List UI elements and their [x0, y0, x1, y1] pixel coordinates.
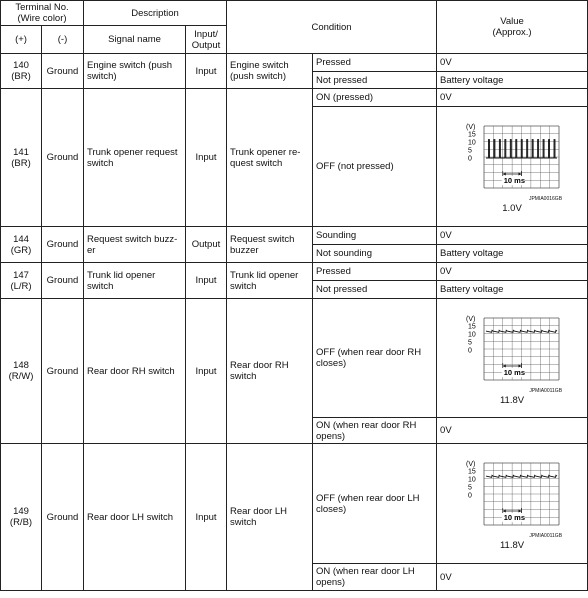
- input-output-header: Input/ Output: [186, 26, 227, 54]
- condition-group-cell: Trunk opener re- quest switch: [227, 89, 313, 227]
- signal-name-cell: Rear door LH switch: [84, 444, 186, 591]
- value-cell: 0V: [437, 54, 588, 72]
- value-cell: 0V: [437, 89, 588, 107]
- ground-cell: Ground: [42, 54, 84, 89]
- tick-label: 5: [468, 484, 472, 492]
- time-label: 10 ms: [503, 176, 526, 185]
- condition-cell: Pressed: [313, 54, 437, 72]
- tick-label: 10: [468, 139, 476, 147]
- io-cell: Input: [186, 89, 227, 227]
- tick-label: 15: [468, 131, 476, 139]
- condition-group-cell: Engine switch (push switch): [227, 54, 313, 89]
- oscilloscope-chart: [462, 310, 562, 388]
- condition-cell: Pressed: [313, 263, 437, 281]
- condition-cell: ON (when rear door RH opens): [313, 418, 437, 444]
- waveform-trace: [486, 140, 557, 158]
- io-cell: Output: [186, 227, 227, 263]
- condition-header: Condition: [227, 1, 437, 54]
- io-cell: Input: [186, 444, 227, 591]
- waveform: [462, 310, 562, 407]
- waveform-cell: [437, 107, 588, 227]
- signal-name-cell: Engine switch (push switch): [84, 54, 186, 89]
- table-row: [1, 89, 588, 107]
- condition-cell: OFF (when rear door LH closes): [313, 444, 437, 564]
- terminal-cell: 147 (L/R): [1, 263, 42, 299]
- terminal-cell: 144 (GR): [1, 227, 42, 263]
- time-label: 10 ms: [503, 367, 526, 377]
- table-row: [1, 54, 588, 72]
- axis-unit: (V): [466, 315, 476, 323]
- figure-code: JPMIA0011GB: [529, 387, 563, 394]
- waveform: [462, 455, 562, 552]
- axis-unit: (V): [466, 461, 476, 468]
- value-cell: Battery voltage: [437, 72, 588, 89]
- oscilloscope-chart: [462, 455, 562, 533]
- value-cell: 0V: [437, 263, 588, 281]
- condition-cell: Not pressed: [313, 281, 437, 299]
- value-cell: 0V: [437, 418, 588, 444]
- table-row: [1, 299, 588, 418]
- ground-cell: Ground: [42, 227, 84, 263]
- figure-code: JPMIA0016GB: [528, 196, 563, 202]
- terminal-cell: 148 (R/W): [1, 299, 42, 444]
- signal-name-cell: Trunk opener request switch: [84, 89, 186, 227]
- condition-cell: OFF (when rear door RH closes): [313, 299, 437, 418]
- table-row: [1, 263, 588, 281]
- tick-label: 10: [468, 331, 476, 338]
- terminal-cell: 141 (BR): [1, 89, 42, 227]
- table-row: [1, 227, 588, 245]
- description-header: Description: [84, 1, 227, 26]
- signal-name-header: Signal name: [84, 26, 186, 54]
- plus-header: (+): [1, 26, 42, 54]
- value-cell: 0V: [437, 227, 588, 245]
- tick-label: 0: [468, 347, 472, 354]
- waveform-cell: [437, 299, 588, 418]
- ground-cell: Ground: [42, 89, 84, 227]
- tick-label: 0: [468, 155, 472, 163]
- signal-name-cell: Request switch buzz- er: [84, 227, 186, 263]
- ground-cell: Ground: [42, 444, 84, 591]
- value-header: Value (Approx.): [437, 1, 588, 54]
- tick-label: 5: [468, 339, 472, 346]
- condition-group-cell: Rear door RH switch: [227, 299, 313, 444]
- condition-group-cell: Trunk lid opener switch: [227, 263, 313, 299]
- tick-label: 0: [468, 492, 472, 500]
- terminal-no-header: Terminal No. (Wire color): [1, 1, 84, 26]
- condition-cell: ON (pressed): [313, 89, 437, 107]
- time-label: 10 ms: [503, 513, 526, 522]
- terminal-cell: 140 (BR): [1, 54, 42, 89]
- ground-cell: Ground: [42, 299, 84, 444]
- io-cell: Input: [186, 263, 227, 299]
- condition-group-cell: Rear door LH switch: [227, 444, 313, 591]
- axis-unit: (V): [466, 124, 476, 131]
- signal-name-cell: Trunk lid opener switch: [84, 263, 186, 299]
- waveform-value: 1.0V: [502, 203, 522, 214]
- figure-code: JPMIA0011GB: [529, 533, 563, 539]
- oscilloscope-chart: [462, 118, 562, 196]
- minus-header: (-): [42, 26, 84, 54]
- tick-label: 15: [468, 468, 476, 476]
- tick-label: 10: [468, 476, 476, 484]
- waveform-cell: [437, 444, 588, 564]
- signal-name-cell: Rear door RH switch: [84, 299, 186, 444]
- ground-cell: Ground: [42, 263, 84, 299]
- tick-label: 5: [468, 147, 472, 155]
- waveform: [462, 118, 562, 215]
- condition-cell: Not sounding: [313, 245, 437, 263]
- value-cell: Battery voltage: [437, 245, 588, 263]
- condition-group-cell: Request switch buzzer: [227, 227, 313, 263]
- io-cell: Input: [186, 299, 227, 444]
- condition-cell: Sounding: [313, 227, 437, 245]
- condition-cell: ON (when rear door LH opens): [313, 564, 437, 591]
- value-cell: 0V: [437, 564, 588, 591]
- waveform-value: 11.8V: [499, 540, 525, 551]
- condition-cell: OFF (not pressed): [313, 107, 437, 227]
- io-cell: Input: [186, 54, 227, 89]
- condition-cell: Not pressed: [313, 72, 437, 89]
- value-cell: Battery voltage: [437, 281, 588, 299]
- waveform-value: 11.8V: [499, 394, 525, 406]
- terminal-cell: 149 (R/B): [1, 444, 42, 591]
- tick-label: 15: [468, 323, 476, 330]
- table-row: [1, 444, 588, 564]
